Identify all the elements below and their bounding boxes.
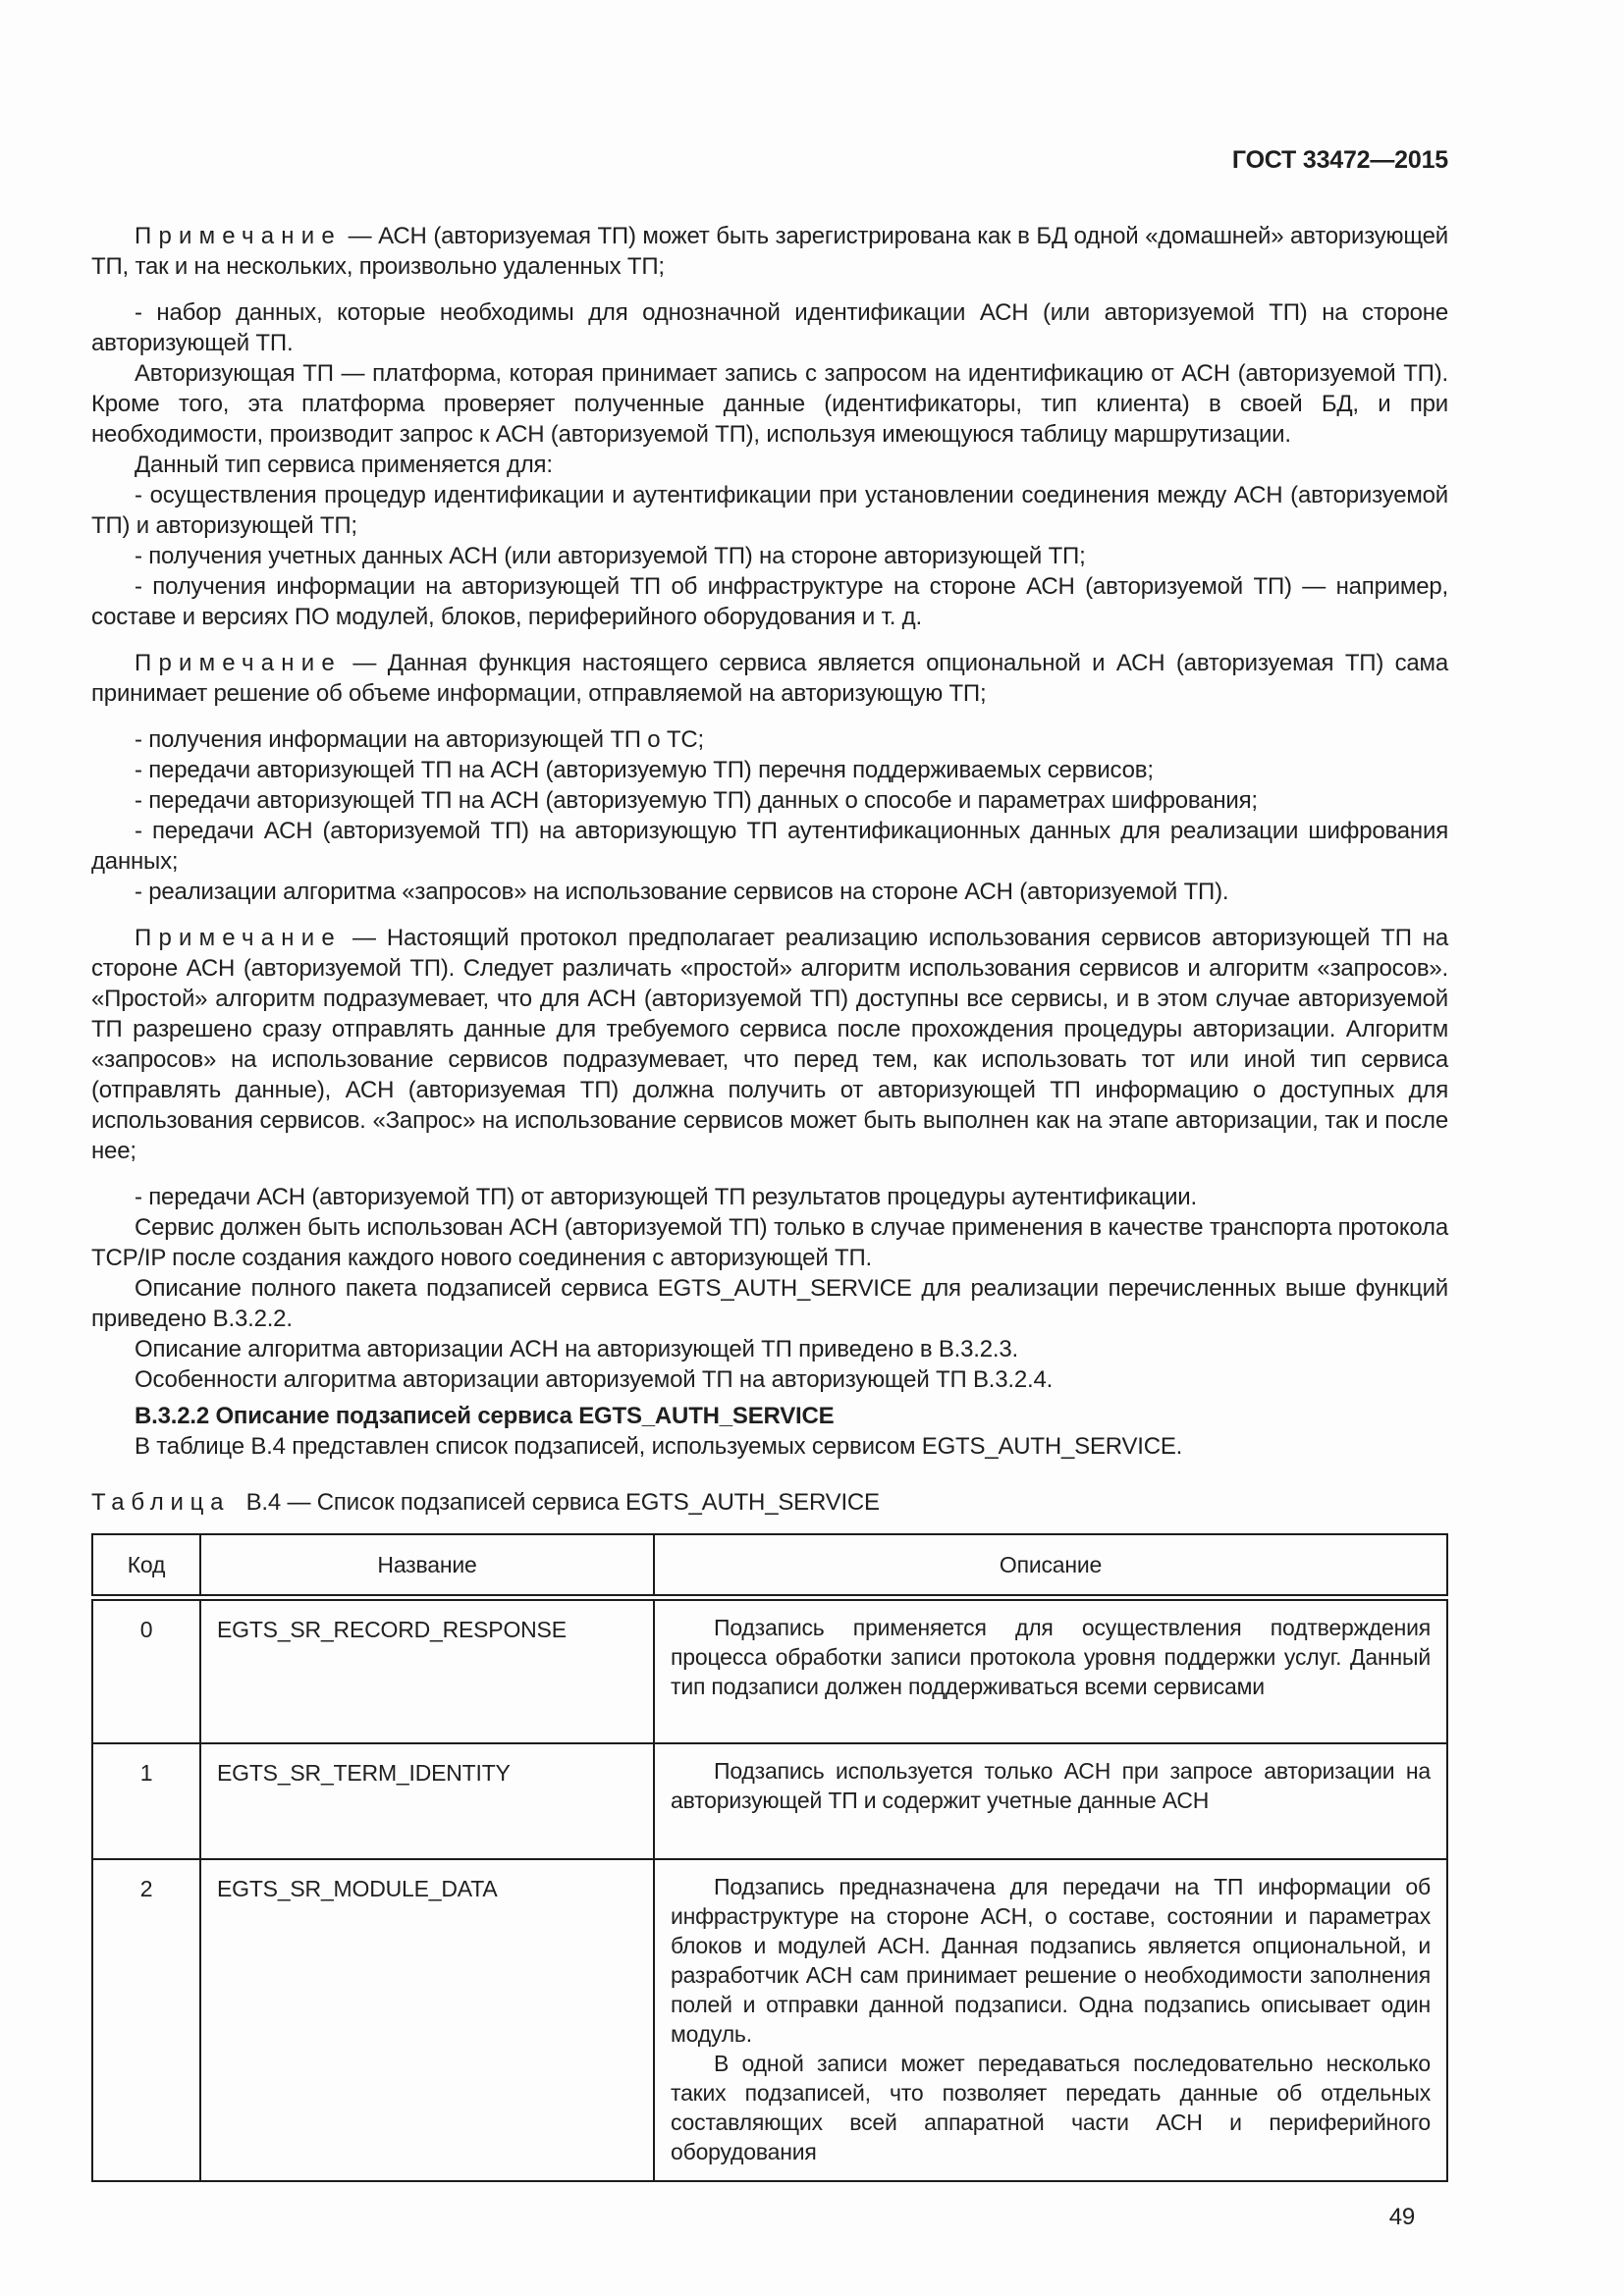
note-paragraph: [91, 923, 1448, 1166]
paragraph: - передачи АСН (авторизуемой ТП) от авторизующей ТП результатов процедуры аутентификации.: [135, 1184, 1197, 1210]
name-cell: EGTS_SR_MODULE_DATA: [200, 1859, 654, 2181]
description-paragraph: Подзапись применяется для осуществления подтверждения процесса обработки записи протокола уровня поддержки услуг. Данный тип подзаписи должен поддерживаться всеми сервисами: [671, 1615, 1431, 1699]
note-text: — Данная функция настоящего сервиса является опциональной и АСН (авторизуемая ТП) сама принимает решение об объеме информации, отправляемой на авторизующую ТП;: [91, 650, 1448, 707]
page-content: [91, 145, 1448, 2232]
code-cell: 2: [92, 1859, 200, 2181]
note-text: — АСН (авторизуемая ТП) может быть зарегистрирована как в БД одной «домашней» авторизующей ТП, так и на нескольких, произвольно удаленных ТП;: [91, 223, 1448, 280]
table-caption-label: Таблица: [91, 1489, 231, 1516]
note-text: — Настоящий протокол предполагает реализацию использования сервисов авторизующей ТП на стороне АСН (авторизуемой ТП). Следует различать «простой» алгоритм использования сервисов и алгоритм «запросов». «Простой» алгоритм подразумевает, что для АСН (авторизуемой ТП) доступны все сервисы, и в этом случае авторизуемой ТП разрешено сразу отправлять данные для требуемого сервиса после прохождения процедуры авторизации. Алгоритм «запросов» на использование сервисов подразумевает, что перед тем, как использовать тот или иной тип сервиса (отправлять данные), АСН (авторизуемая ТП) должна получить от авторизующей ТП информацию о доступных для использования сервисов. «Запрос» на использование сервисов может быть выполнен как на этапе авторизации, так и после нее;: [91, 925, 1448, 1164]
paragraph: Сервис должен быть использован АСН (авторизуемой ТП) только в случае применения в качестве транспорта протокола TCP/IP после создания каждого нового соединения с авторизующей ТП.: [91, 1214, 1448, 1271]
note-paragraph: [91, 648, 1448, 709]
paragraph: - передачи АСН (авторизуемой ТП) на авторизующую ТП аутентификационных данных для реализации шифрования данных;: [91, 818, 1448, 875]
paragraph: Особенности алгоритма авторизации авторизуемой ТП на авторизующей ТП В.3.2.4.: [135, 1366, 1054, 1393]
note-paragraph: [91, 221, 1448, 282]
description-cell: [654, 1743, 1447, 1859]
paragraph: - набор данных, которые необходимы для однозначной идентификации АСН (или авторизуемой ТП) на стороне авторизующей ТП.: [91, 299, 1448, 356]
table-header-row: [92, 1534, 1447, 1598]
table-caption-text: В.4 — Список подзаписей сервиса EGTS_AUTH_SERVICE: [245, 1489, 880, 1516]
section-heading: В.3.2.2 Описание подзаписей сервиса EGTS_AUTH_SERVICE: [135, 1403, 835, 1429]
paragraph: Описание алгоритма авторизации АСН на авторизующей ТП приведено в В.3.2.3.: [135, 1336, 1018, 1362]
code-cell: 0: [92, 1598, 200, 1743]
paragraph: - осуществления процедур идентификации и аутентификации при установлении соединения между АСН (авторизуемой ТП) и авторизующей ТП;: [91, 482, 1448, 539]
note-label: Примечание: [135, 925, 342, 951]
table-row: [92, 1743, 1447, 1859]
code-cell: 1: [92, 1743, 200, 1859]
note-label: Примечание: [135, 223, 342, 249]
table-row: [92, 1859, 1447, 2181]
subrecords-table: [91, 1533, 1448, 2182]
paragraph: Авторизующая ТП — платформа, которая принимает запись с запросом на идентификацию от АСН (авторизуемой ТП). Кроме того, эта платформа проверяет полученные данные (идентификаторы, тип клиента) в своей БД, и при необходимости, производит запрос к АСН (авторизуемой ТП), используя имеющуюся таблицу маршрутизации.: [91, 360, 1448, 448]
description-cell: [654, 1859, 1447, 2181]
table-caption: [91, 1487, 1448, 1518]
paragraph: - реализации алгоритма «запросов» на использование сервисов на стороне АСН (авторизуемой ТП).: [135, 879, 1229, 905]
paragraph: В таблице В.4 представлен список подзаписей, используемых сервисом EGTS_AUTH_SERVICE.: [135, 1433, 1183, 1460]
name-cell: EGTS_SR_TERM_IDENTITY: [200, 1743, 654, 1859]
description-paragraph: Подзапись используется только АСН при запросе авторизации на авторизующей ТП и содержит учетные данные АСН: [671, 1757, 1431, 1813]
description-paragraph: В одной записи может передаваться последовательно несколько таких подзаписей, что позволяет передать данные об отдельных составляющих всей аппаратной части АСН и периферийного оборудования: [671, 2050, 1431, 2164]
paragraph: - получения информации на авторизующей ТП об инфраструктуре на стороне АСН (авторизуемой ТП) — например, составе и версиях ПО модулей, блоков, периферийного оборудования и т. д.: [91, 573, 1448, 630]
paragraph: - получения учетных данных АСН (или авторизуемой ТП) на стороне авторизующей ТП;: [135, 543, 1086, 569]
paragraph: Данный тип сервиса применяется для:: [135, 452, 553, 478]
description-cell: [654, 1598, 1447, 1743]
document-code: ГОСТ 33472—2015: [1231, 146, 1448, 174]
description-paragraph: Подзапись предназначена для передачи на ТП информации об инфраструктуре на стороне АСН, о составе, состоянии и параметрах блоков и модулей АСН. Данная подзапись является опциональной, и разработчик АСН сам принимает решение о необходимости заполнения полей и отправки данной подзаписи. Одна подзапись описывает один модуль.: [671, 1873, 1431, 2047]
col-header-code: Код: [92, 1534, 200, 1598]
name-cell: EGTS_SR_RECORD_RESPONSE: [200, 1598, 654, 1743]
col-header-description: Описание: [654, 1534, 1447, 1598]
col-header-name: Название: [200, 1534, 654, 1598]
note-label: Примечание: [135, 650, 342, 676]
paragraph: - передачи авторизующей ТП на АСН (авторизуемую ТП) данных о способе и параметрах шифрования;: [135, 787, 1258, 814]
paragraph: Описание полного пакета подзаписей сервиса EGTS_AUTH_SERVICE для реализации перечисленных выше функций приведено В.3.2.2.: [91, 1275, 1448, 1332]
paragraph: - передачи авторизующей ТП на АСН (авторизуемую ТП) перечня поддерживаемых сервисов;: [135, 757, 1154, 783]
paragraph: - получения информации на авторизующей ТП о ТС;: [135, 726, 704, 753]
table-row: [92, 1598, 1447, 1743]
page-number: 49: [1388, 2203, 1415, 2230]
